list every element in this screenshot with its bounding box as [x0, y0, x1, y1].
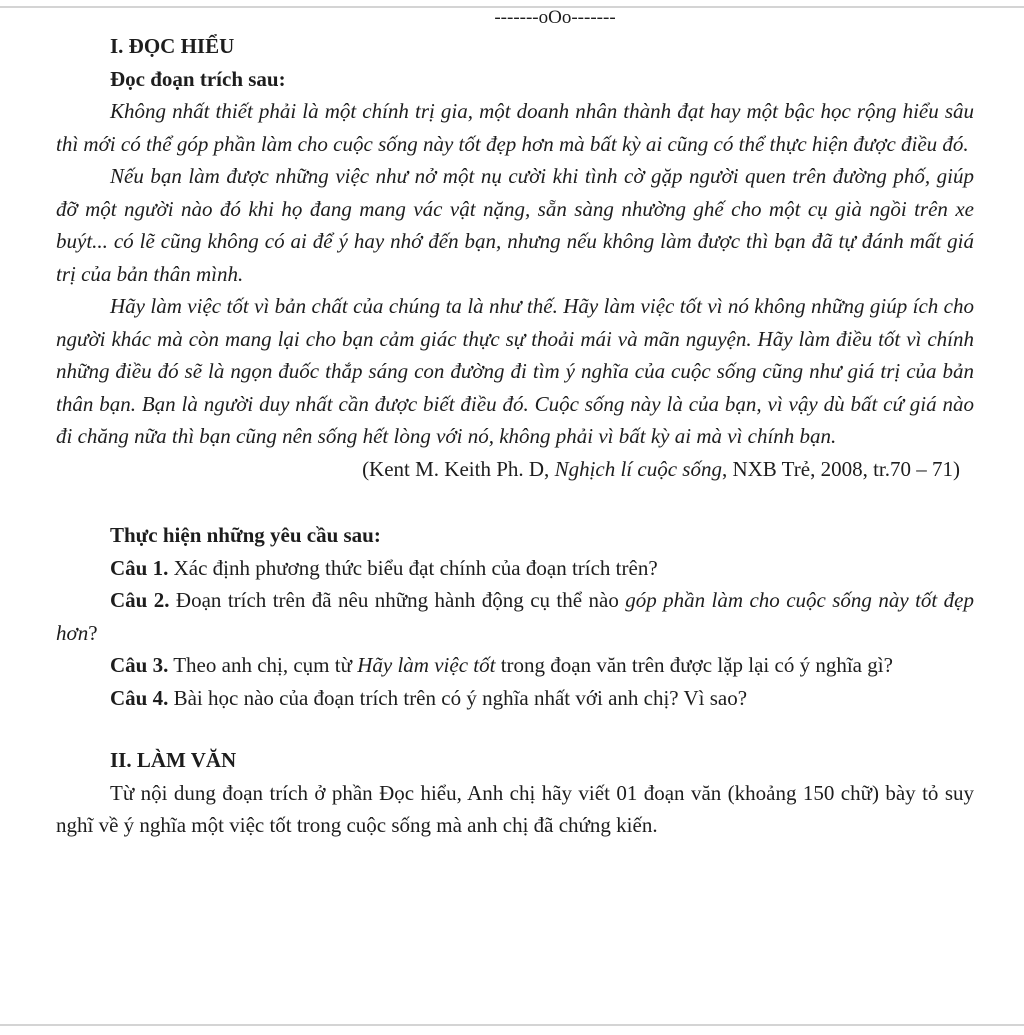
question-4-label: Câu 4. — [110, 685, 169, 710]
question-2-text: Đoạn trích trên đã nêu những hành động cụ thể nào — [169, 588, 626, 612]
reading-instruction: Đọc đoạn trích sau: — [110, 66, 286, 91]
citation — [56, 453, 974, 486]
citation-title: Nghịch lí cuộc sống — [554, 456, 722, 481]
question-1-text: Xác định phương thức biểu đạt chính của đoạn trích trên? — [168, 555, 658, 580]
question-4 — [56, 682, 974, 715]
question-3-italic: Hãy làm việc tốt — [357, 653, 496, 677]
question-3 — [56, 649, 974, 682]
citation-suffix: , NXB Trẻ, 2008, tr.70 – 71) — [721, 456, 960, 481]
section-heading-writing: II. LÀM VĂN — [110, 748, 237, 772]
question-3-after: trong đoạn văn trên được lặp lại có ý nghĩa gì? — [495, 653, 893, 677]
separator: -------oOo------- — [494, 7, 616, 28]
question-2 — [56, 584, 974, 649]
document-page — [56, 6, 974, 842]
excerpt-paragraph-1: Không nhất thiết phải là một chính trị gia, một doanh nhân thành đạt hay một bậc học rộng hiểu sâu thì mới có thể góp phần làm cho cuộc sống này tốt đẹp hơn mà bất kỳ ai cũng có thể thực hiện được điều đó. — [56, 99, 974, 156]
question-2-after: ? — [88, 620, 98, 645]
writing-prompt: Từ nội dung đoạn trích ở phần Đọc hiểu, Anh chị hãy viết 01 đoạn văn (khoảng 150 chữ) bày tỏ suy nghĩ về ý nghĩa một việc tốt trong cuộc sống mà anh chị đã chứng kiến. — [56, 780, 974, 837]
question-1-label: Câu 1. — [110, 555, 169, 580]
question-3-text: Theo anh chị, cụm từ — [168, 653, 358, 677]
question-3-label: Câu 3. — [110, 653, 169, 677]
requirements-heading: Thực hiện những yêu cầu sau: — [110, 523, 381, 547]
excerpt-paragraph-3: Hãy làm việc tốt vì bản chất của chúng ta là như thế. Hãy làm việc tốt vì nó không những giúp ích cho người khác mà còn mang lại cho bạn cảm giác thực sự thoải mái và mãn nguyện. Hãy làm điều tốt vì chính những điều đó sẽ là ngọn đuốc thắp sáng con đường đi tìm ý nghĩa của cuộc sống cũng như giá trị của bản thân bạn. Bạn là người duy nhất cần được biết điều đó. Cuộc sống này là của bạn, vì vậy dù bất cứ giá nào đi chăng nữa thì bạn cũng nên sống hết lòng với nó, không phải vì bất kỳ ai mà vì chính bạn. — [56, 294, 974, 448]
question-1 — [56, 552, 974, 585]
question-4-text: Bài học nào của đoạn trích trên có ý nghĩa nhất với anh chị? Vì sao? — [168, 685, 748, 710]
question-2-italic: góp phần làm cho cuộc sống này tốt đẹp hơn — [56, 588, 974, 645]
section-heading-reading: I. ĐỌC HIỂU — [110, 34, 235, 58]
excerpt-paragraph-2: Nếu bạn làm được những việc như nở một nụ cười khi tình cờ gặp người quen trên đường phố, giúp đỡ một người nào đó khi họ đang mang vác vật nặng, sẵn sàng nhường ghế cho một cụ già ngồi trên xe buýt... có lẽ cũng không có ai để ý hay nhớ đến bạn, nhưng nếu không làm được thì bạn đã tự đánh mất giá trị của bản thân mình. — [56, 164, 974, 286]
question-2-label: Câu 2. — [110, 588, 170, 612]
citation-prefix: (Kent M. Keith Ph. D, — [362, 456, 555, 481]
